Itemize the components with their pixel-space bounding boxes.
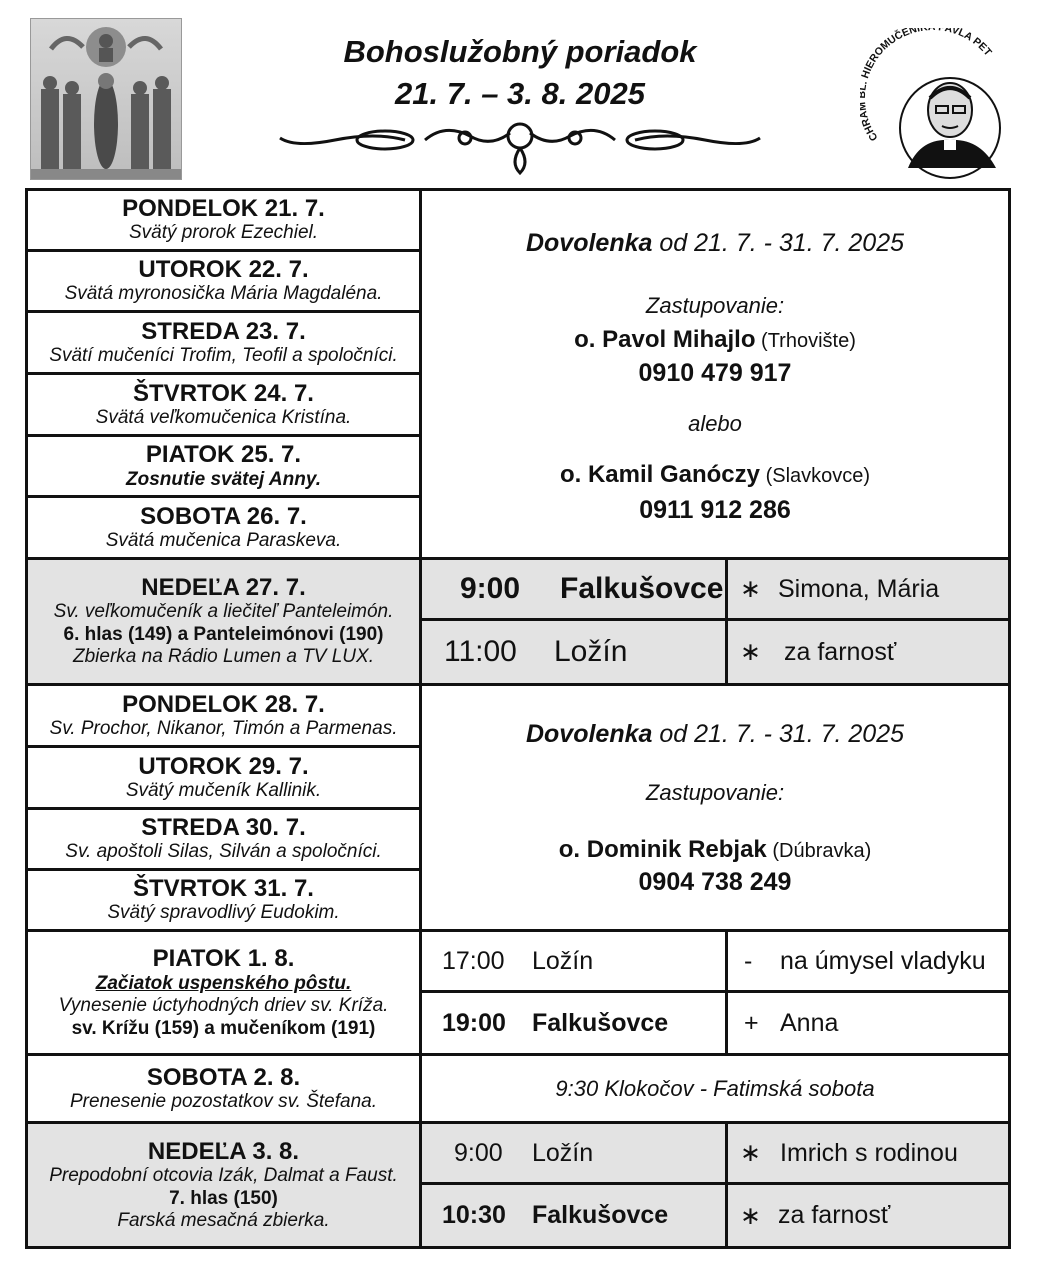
mark-icon: + (744, 1008, 759, 1037)
day-feast: Prepodobní otcovia Izák, Dalmat a Faust. (49, 1164, 398, 1186)
day-feast: Svätá veľkomučenica Kristína. (95, 406, 352, 428)
service-place: Ložín (532, 1138, 594, 1167)
day-name: NEDEĽA 3. 8. (147, 1137, 300, 1165)
day-feast: Svätí mučeníci Trofim, Teofil a spoločníci. (49, 344, 398, 366)
day-feast-2: Vynesenie úctyhodných driev sv. Kríža. (58, 994, 389, 1016)
day-collection: Zbierka na Rádio Lumen a TV LUX. (73, 646, 374, 667)
page-title: Bohoslužobný poriadok (343, 34, 697, 69)
day-row-sunday (28, 560, 422, 686)
intention-text: Imrich s rodinou (780, 1138, 958, 1167)
day-name: PONDELOK 28. 7. (122, 690, 325, 718)
substitute-label: Zastupovanie: (645, 780, 785, 805)
service-place: Falkušovce (560, 572, 724, 605)
day-feast: Začiatok uspenského pôstu. (95, 972, 352, 994)
day-row (28, 375, 422, 437)
or-label: alebo (688, 411, 742, 436)
date-range: 21. 7. – 3. 8. 2025 (395, 76, 645, 111)
mark-icon: ∗ (740, 575, 761, 603)
substitute-priest: o. Dominik Rebjak (Dúbravka) (558, 836, 872, 863)
day-row-sunday (28, 1124, 422, 1246)
day-feast: Sv. Prochor, Nikanor, Timón a Parmenas. (49, 717, 398, 739)
intention-text: za farnosť (778, 1201, 891, 1229)
service-place: Ložín (532, 946, 594, 975)
day-feast: Svätá myronosička Mária Magdaléna. (64, 283, 383, 304)
day-row (28, 191, 422, 252)
service-time: 17:00 (442, 946, 505, 975)
service-row (422, 993, 725, 1056)
substitute-label: Zastupovanie: (645, 293, 785, 318)
day-name: PONDELOK 21. 7. (122, 195, 325, 222)
day-name: STREDA 30. 7. (141, 814, 306, 841)
service-time: 9:00 (460, 572, 521, 605)
service-intention (725, 560, 1008, 621)
day-row (28, 871, 422, 932)
intention-text: Anna (780, 1008, 839, 1037)
day-row (28, 252, 422, 313)
day-name: PIATOK 25. 7. (145, 440, 302, 468)
service-row (422, 1124, 725, 1185)
vacation-title: Dovolenka od 21. 7. - 31. 7. 2025 (525, 229, 904, 257)
priest-phone: 0904 738 249 (638, 868, 792, 896)
service-row (422, 1185, 725, 1246)
day-name: ŠTVRTOK 31. 7. (133, 875, 314, 902)
service-row (422, 621, 725, 686)
day-name: SOBOTA 2. 8. (146, 1063, 301, 1091)
day-feast: Sv. veľkomučeník a liečiteľ Panteleimón. (53, 601, 394, 622)
day-row (28, 313, 422, 375)
day-feast: Zosnutie svätej Anny. (126, 468, 321, 490)
day-name: UTOROK 22. 7. (138, 256, 309, 283)
service-intention (725, 993, 1008, 1056)
mark-icon: - (744, 946, 753, 975)
saturday-service (422, 1056, 1008, 1124)
service-place: Falkušovce (532, 1008, 669, 1037)
day-name: STREDA 23. 7. (141, 317, 306, 345)
header (0, 0, 1050, 190)
substitute-priest-1: o. Pavol Mihajlo (Trhovište) (574, 326, 856, 353)
mark-icon: ∗ (740, 638, 761, 666)
day-hymns: 7. hlas (150) (169, 1187, 278, 1209)
service-time: 11:00 (444, 635, 517, 668)
intention-text: na úmysel vladyku (780, 946, 986, 975)
service-row (422, 932, 725, 993)
service-time: 19:00 (442, 1008, 506, 1037)
day-hymns: sv. Krížu (159) a mučeníkom (191) (71, 1017, 376, 1039)
priest-2-phone: 0911 912 286 (639, 496, 791, 524)
day-row (28, 498, 422, 560)
ornament-divider (275, 118, 765, 178)
mark-icon: ∗ (740, 1139, 761, 1167)
day-name: SOBOTA 26. 7. (140, 502, 307, 530)
day-row (28, 437, 422, 498)
day-hymns: 6. hlas (149) a Panteleimónovi (190) (63, 624, 384, 645)
mark-icon: ∗ (740, 1201, 761, 1230)
day-row (28, 810, 422, 871)
priest-1-phone: 0910 479 917 (638, 359, 792, 387)
service-intention (725, 1185, 1008, 1246)
day-row (28, 686, 422, 748)
day-row (28, 748, 422, 810)
day-row (28, 1056, 422, 1124)
day-feast: Sv. apoštoli Silas, Silván a spoločníci. (65, 841, 382, 862)
service-intention (725, 1124, 1008, 1185)
day-name: ŠTVRTOK 24. 7. (133, 379, 314, 407)
day-collection: Farská mesačná zbierka. (117, 1209, 330, 1231)
vacation-block-2 (422, 686, 1008, 932)
service-place: Falkušovce (532, 1201, 669, 1229)
service-intention (725, 932, 1008, 993)
intention-text: za farnosť (784, 637, 897, 666)
day-name: NEDEĽA 27. 7. (141, 574, 306, 601)
service-row (422, 560, 725, 621)
day-feast: Prenesenie pozostatkov sv. Štefana. (70, 1090, 377, 1112)
schedule-table (25, 188, 1011, 1249)
day-feast: Svätý spravodlivý Eudokim. (107, 902, 340, 923)
day-name: PIATOK 1. 8. (152, 944, 295, 972)
intention-text: Simona, Mária (778, 574, 940, 603)
service-time: 9:00 (454, 1138, 503, 1167)
service-time: 10:30 (442, 1201, 506, 1229)
logo-text: CHR HIEROMUČENÍ AVLA PET (860, 28, 994, 144)
day-feast: Svätá mučenica Paraskeva. (105, 529, 342, 551)
day-row (28, 932, 422, 1056)
day-name: UTOROK 29. 7. (138, 752, 309, 780)
service-intention (725, 621, 1008, 686)
vacation-title: Dovolenka od 21. 7. - 31. 7. 2025 (525, 720, 904, 748)
substitute-priest-2: o. Kamil Ganóczy (Slavkovce) (559, 461, 871, 488)
ascension-icon (30, 18, 182, 180)
vacation-block-1 (422, 191, 1008, 560)
day-feast: Svätý mučeník Kallinik. (125, 779, 322, 801)
service-place: Ložín (554, 635, 628, 668)
fatima-saturday: 9:30 Klokočov - Fatimská sobota (555, 1075, 875, 1101)
church-logo (860, 28, 1010, 183)
day-feast: Svätý prorok Ezechiel. (128, 222, 319, 243)
